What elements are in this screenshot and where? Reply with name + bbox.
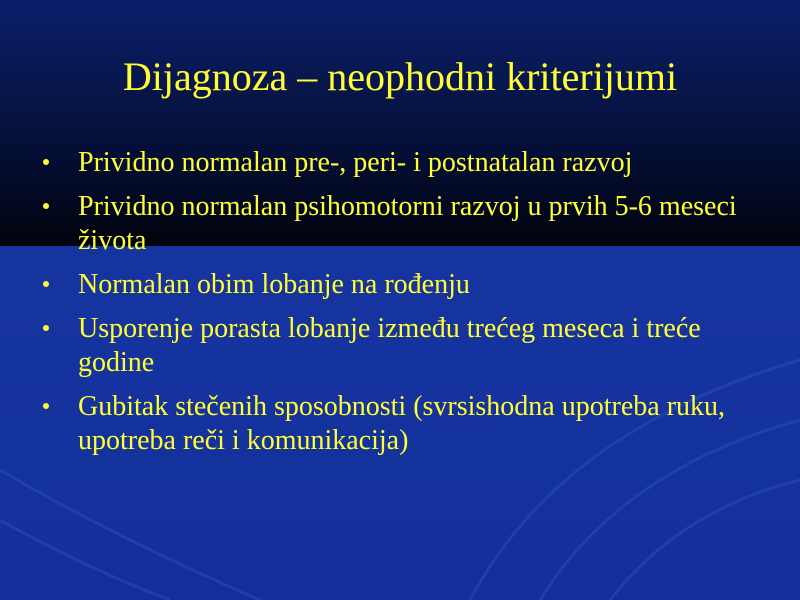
bullet-icon xyxy=(43,403,49,409)
bullet-text: Prividno normalan psihomotorni razvoj u prvih 5-6 meseci života xyxy=(78,191,737,256)
bullet-text: Prividno normalan pre-, peri- i postnatalan razvoj xyxy=(78,147,633,178)
bullet-text: Normalan obim lobanje na rođenju xyxy=(78,269,470,300)
list-item xyxy=(40,268,770,302)
slide-title: Dijagnoza – neophodni kriterijumi xyxy=(122,54,678,99)
bullet-icon xyxy=(43,203,49,209)
bullet-icon xyxy=(43,325,49,331)
bullet-list xyxy=(40,146,770,468)
list-item xyxy=(40,146,770,180)
bullet-icon xyxy=(43,281,49,287)
list-item xyxy=(40,390,770,458)
swirl-arc xyxy=(0,520,170,600)
bullet-text: Gubitak stečenih sposobnosti (svrsishodna upotreba ruku, upotreba reči i komunikacija) xyxy=(78,391,726,456)
bullet-icon xyxy=(43,159,49,165)
list-item xyxy=(40,312,770,380)
list-item xyxy=(40,190,770,258)
swirl-arc xyxy=(610,480,800,600)
swirl-arc xyxy=(0,470,260,600)
bullet-text: Usporenje porasta lobanje između trećeg meseca i treće godine xyxy=(78,313,701,378)
